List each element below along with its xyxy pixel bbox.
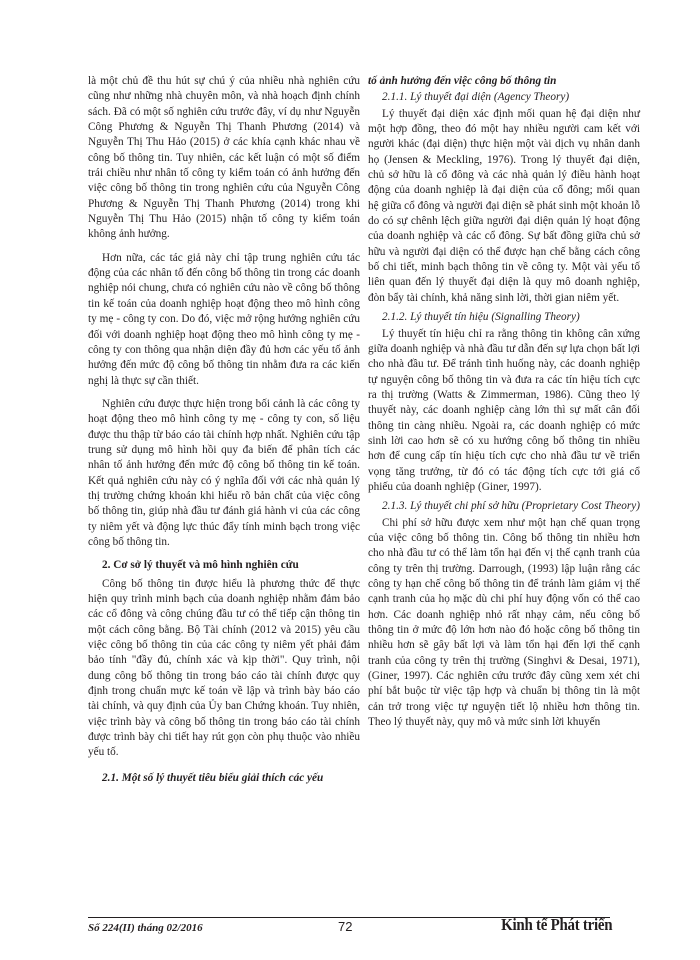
section-2-1-heading: 2.1. Một số lý thuyết tiêu biểu giải thích các yếu (102, 771, 324, 784)
section-2-1-heading-continued: tố ảnh hưởng đến việc công bố thông tin (368, 75, 557, 87)
paragraph-disclosure-definition: Công bố thông tin được hiểu là phương thức để thực hiện quy trình minh bạch của doanh nghiệp nhằm đảm bảo các cổ đông và công chúng đầu tư có thể tiếp cận thông tin một cách công bằng. Bộ Tài chính (2012 và 2015) yêu cầu việc công bố thông tin của các công ty niêm yết phải đảm bảo tính "đầy đủ, chính xác và kịp thời". Quy trình, nội dung công bố thông tin trong báo cáo tài chính được quy định trong chuẩn mực kế toán về lập và trình bày báo cáo tài chính, và quy định của Ủy ban Chứng khoán. Tuy nhiên, việc trình bày và công bố thông tin trong báo cáo tài chính được trình bày chi tiết hay rút gọn còn phụ thuộc vào nhiều yếu tố. (88, 577, 360, 759)
paragraph-proprietary-cost-theory: Chi phí sở hữu được xem như một hạn chế quan trọng của việc công bố thông tin. Công bố thông tin nhiều hơn cho nhà đầu tư có thể làm tổn hại đến vị thế cạnh tranh của công ty trên thị trường. Darrough, (1993) lập luận rằng các công ty hạn chế công bố thông tin để tránh làm giảm vị thế cạnh tranh của họ mặc dù chi phí huy động vốn có thể cao hơn. Các doanh nghiệp nhỏ rất nhạy cảm, nếu công bố thông tin ở mức độ lớn hơn nào đó hoặc công bố thông tin nhiều hơn sẽ gây bất lợi và làm tổn hại đến lợi thế cạnh tranh của công ty trên thị trường (Singhvi & Desai, 1971), (Giner, 1997). Các nghiên cứu trước đây cũng xem xét chi phí bắt buộc từ việc tập hợp và chuẩn bị thông tin là một cản trở trong việc tự nguyện tiết lộ nhiều hơn thông tin. Theo lý thuyết này, quy mô và mức sinh lời khuyến (368, 516, 640, 729)
section-2-heading: 2. Cơ sở lý thuyết và mô hình nghiên cứu (102, 559, 299, 572)
journal-brand-logo: Kinh tế Phát triển (500, 915, 612, 934)
subsection-2-1-3-heading: 2.1.3. Lý thuyết chi phí sở hữu (Proprietary Cost Theory) (382, 500, 640, 513)
right-column (368, 74, 640, 730)
page-number: 72 (338, 919, 353, 934)
paragraph-signalling-theory: Lý thuyết tín hiệu chỉ ra rằng thông tin không cân xứng giữa doanh nghiệp và nhà đầu tư dẫn đến sự lựa chọn bất lợi cho nhà đầu tư. Để tránh tình huống này, các doanh nghiệp tự nguyện công bố thông tin và đưa ra các tín hiệu tích cực ra thị trường (Watts & Zimmerman, 1986). Cũng theo lý thuyết này, các doanh nghiệp càng lớn thì sự mất cân đối thông tin càng nhiều. Ngoài ra, các doanh nghiệp có mức sinh lời cao hơn sẽ có xu hướng công bố thông tin nhiều hơn để cung cấp tín hiệu tích cực cho nhà đầu tư về triển vọng tăng trưởng, từ đó có tác động tích cực tới giá cổ phiếu của doanh nghiệp (Giner, 1997). (368, 327, 640, 493)
paragraph-agency-theory: Lý thuyết đại diện xác định mối quan hệ đại diện như một hợp đồng, theo đó một hay nhiều người cam kết với người khác (đại diện) thực hiện một vài dịch vụ nhân danh họ (Jensen & Meckling, 1976). Trong lý thuyết đại diện, chủ sở hữu là cổ đông và các nhà quản lý điều hành hoạt động của doanh nghiệp là đại diện của cổ đông; mối quan hệ giữa cổ đông và người đại diện sẽ phát sinh một khoản lỗ do có sự chênh lệch giữa người đại diện quản lý hoạt động của doanh nghiệp và các cổ đông. Sự bất đồng giữa chủ sở hữu và người đại diện có thể được hạn chế bằng cách công bố chi tiết, minh bạch thông tin về công ty. Một vài yếu tố liên quan đến lý thuyết đại diện là quy mô doanh nghiệp, đòn bẩy tài chính, khả năng sinh lời, thời gian niêm yết. (368, 107, 640, 304)
subsection-2-1-1-heading: 2.1.1. Lý thuyết đại diện (Agency Theory) (382, 91, 570, 104)
subsection-2-1-2-heading: 2.1.2. Lý thuyết tín hiệu (Signalling Theory) (382, 311, 580, 324)
left-column (88, 74, 360, 789)
paragraph-research-context: Nghiên cứu được thực hiện trong bối cảnh là các công ty hoạt động theo mô hình công ty mẹ - công ty con, số liệu được thu thập từ báo cáo tài chính hợp nhất. Nghiên cứu tập trung sử dụng mô hình hồi quy đa biến để phân tích các nhân tố ảnh hưởng đến mức độ công bố thông tin kế toán. Kết quả nghiên cứu này có ý nghĩa đối với các nhà quản lý thị trường chứng khoán khi hiểu rõ bản chất của việc công bố thông tin, giúp nhà đầu tư đánh giá hành vi của các công ty niêm yết và động lực thúc đẩy tính minh bạch trong việc công bố thông tin. (88, 397, 360, 548)
footer-issue-number: Số 224(II) tháng 02/2016 (88, 922, 203, 934)
paragraph-intro: là một chủ đề thu hút sự chú ý của nhiều nhà nghiên cứu cũng như những nhà chuyên môn, và nhà hoạch định chính sách. Đã có một số nghiên cứu trước đây, ví dụ như Nguyễn Công Phương & Nguyễn Thị Thanh Phương (2014) và Nguyễn Thị Thu Hảo (2015) ở các khía cạnh khác nhau về công bố thông tin. Tuy nhiên, các kết luận có một số điểm trái chiều như nhân tố công ty kiểm toán có ảnh hưởng đến việc công bố thông tin trong nghiên cứu của Nguyễn Công Phương & Nguyễn Thị Thanh Phương (2014) trong khi Nguyễn Thị Thu Hảo (2015) nhận tố công ty kiểm toán không ảnh hưởng. (88, 75, 360, 241)
paragraph-research-gap: Hơn nữa, các tác giả này chỉ tập trung nghiên cứu tác động của các nhân tố đến công bố thông tin trong các doanh nghiệp nói chung, chưa có nghiên cứu nào về công bố thông tin kế toán của doanh nghiệp hoạt động theo mô hình công ty mẹ - công ty con. Do đó, việc mở rộng hướng nghiên cứu đối với doanh nghiệp hoạt động theo mô hình công ty mẹ - công ty con thông qua nhận diện đầy đủ hơn các yếu tố ảnh hưởng đến mức độ công bố thông tin nhằm đưa ra các kiến nghị là thực sự cần thiết. (88, 251, 360, 387)
